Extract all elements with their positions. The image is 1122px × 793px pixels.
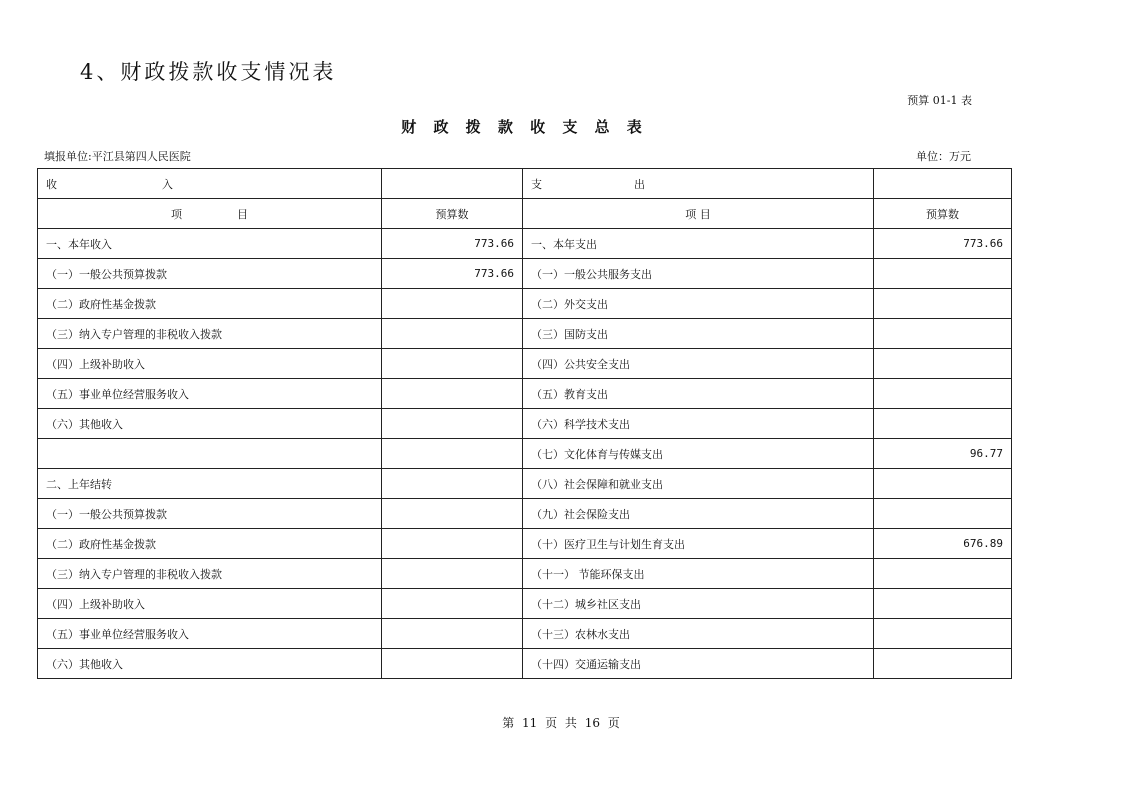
income-value-cell	[382, 649, 523, 679]
header-item-right: 项 目	[523, 199, 874, 229]
expense-value-cell: 96.77	[874, 439, 1012, 469]
income-value-cell	[382, 559, 523, 589]
table-row	[38, 499, 1012, 529]
expense-value-cell	[874, 559, 1012, 589]
table-row	[38, 259, 1012, 289]
header-budget-right: 预算数	[874, 199, 1012, 229]
income-value-cell: 773.66	[382, 229, 523, 259]
table-row	[38, 649, 1012, 679]
table-row	[38, 469, 1012, 499]
income-item-cell: （二）政府性基金拨款	[38, 289, 382, 319]
income-value-cell	[382, 499, 523, 529]
expense-item-cell: （六）科学技术支出	[523, 409, 874, 439]
header-budget-left: 预算数	[382, 199, 523, 229]
table-row	[38, 559, 1012, 589]
expense-value-cell	[874, 469, 1012, 499]
expense-item-cell: （二）外交支出	[523, 289, 874, 319]
expense-item-cell: （十一） 节能环保支出	[523, 559, 874, 589]
table-row	[38, 439, 1012, 469]
fiscal-budget-table	[37, 168, 1012, 679]
income-item-cell: （一）一般公共预算拨款	[38, 259, 382, 289]
expense-value-cell	[874, 619, 1012, 649]
header-item-b: 目	[237, 207, 248, 221]
income-item-cell: （五）事业单位经营服务收入	[38, 619, 382, 649]
form-code: 预算 01-1 表	[907, 94, 972, 107]
page-number: 第 11 页 共 16 页	[502, 716, 620, 730]
income-value-cell	[382, 319, 523, 349]
expense-item-cell: 一、本年支出	[523, 229, 874, 259]
expense-value-cell	[874, 319, 1012, 349]
expense-value-cell: 676.89	[874, 529, 1012, 559]
expense-value-cell	[874, 289, 1012, 319]
income-value-cell: 773.66	[382, 259, 523, 289]
income-value-cell	[382, 619, 523, 649]
filler-unit: 填报单位:平江县第四人民医院	[44, 150, 191, 163]
header-income-b: 入	[162, 177, 173, 191]
expense-item-cell: （十三）农林水支出	[523, 619, 874, 649]
expense-item-cell: （十二）城乡社区支出	[523, 589, 874, 619]
income-item-cell: （四）上级补助收入	[38, 589, 382, 619]
income-item-cell: 二、上年结转	[38, 469, 382, 499]
expense-item-cell: （十）医疗卫生与计划生育支出	[523, 529, 874, 559]
expense-value-cell	[874, 499, 1012, 529]
currency-unit: 单位：万元	[916, 150, 971, 163]
income-value-cell	[382, 469, 523, 499]
expense-item-cell: （五）教育支出	[523, 379, 874, 409]
header-expense-blank	[874, 169, 1012, 199]
expense-value-cell	[874, 259, 1012, 289]
income-item-cell: （一）一般公共预算拨款	[38, 499, 382, 529]
table-row	[38, 229, 1012, 259]
income-value-cell	[382, 589, 523, 619]
table-row	[38, 349, 1012, 379]
expense-value-cell: 773.66	[874, 229, 1012, 259]
table-row	[38, 529, 1012, 559]
income-item-cell: （五）事业单位经营服务收入	[38, 379, 382, 409]
expense-value-cell	[874, 379, 1012, 409]
table-row	[38, 289, 1012, 319]
income-item-cell: （二）政府性基金拨款	[38, 529, 382, 559]
header-item-left	[38, 199, 382, 229]
expense-item-cell: （四）公共安全支出	[523, 349, 874, 379]
header-item-a: 项	[171, 207, 182, 221]
expense-value-cell	[874, 589, 1012, 619]
income-value-cell	[382, 289, 523, 319]
table-row	[38, 319, 1012, 349]
income-item-cell	[38, 439, 382, 469]
table-title: 财 政 拨 款 收 支 总 表	[401, 118, 648, 136]
income-item-cell: 一、本年收入	[38, 229, 382, 259]
expense-item-cell: （一）一般公共服务支出	[523, 259, 874, 289]
expense-item-cell: （八）社会保障和就业支出	[523, 469, 874, 499]
income-item-cell: （三）纳入专户管理的非税收入拨款	[38, 559, 382, 589]
header-row-columns	[38, 199, 1012, 229]
expense-item-cell: （七）文化体育与传媒支出	[523, 439, 874, 469]
table-row	[38, 619, 1012, 649]
expense-value-cell	[874, 409, 1012, 439]
table-row	[38, 589, 1012, 619]
income-value-cell	[382, 409, 523, 439]
income-value-cell	[382, 379, 523, 409]
expense-item-cell: （九）社会保险支出	[523, 499, 874, 529]
expense-value-cell	[874, 649, 1012, 679]
table-row	[38, 409, 1012, 439]
income-item-cell: （六）其他收入	[38, 409, 382, 439]
header-row-category	[38, 169, 1012, 199]
expense-value-cell	[874, 349, 1012, 379]
header-expense-a: 支	[531, 177, 542, 191]
header-income	[38, 169, 382, 199]
expense-item-cell: （十四）交通运输支出	[523, 649, 874, 679]
income-item-cell: （三）纳入专户管理的非税收入拨款	[38, 319, 382, 349]
income-value-cell	[382, 439, 523, 469]
expense-item-cell: （三）国防支出	[523, 319, 874, 349]
header-expense-b: 出	[634, 177, 645, 191]
income-value-cell	[382, 349, 523, 379]
header-income-blank	[382, 169, 523, 199]
table-row	[38, 379, 1012, 409]
income-item-cell: （六）其他收入	[38, 649, 382, 679]
header-income-a: 收	[46, 177, 57, 191]
header-expense	[523, 169, 874, 199]
income-item-cell: （四）上级补助收入	[38, 349, 382, 379]
section-title: 4、财政拨款收支情况表	[80, 60, 337, 84]
income-value-cell	[382, 529, 523, 559]
